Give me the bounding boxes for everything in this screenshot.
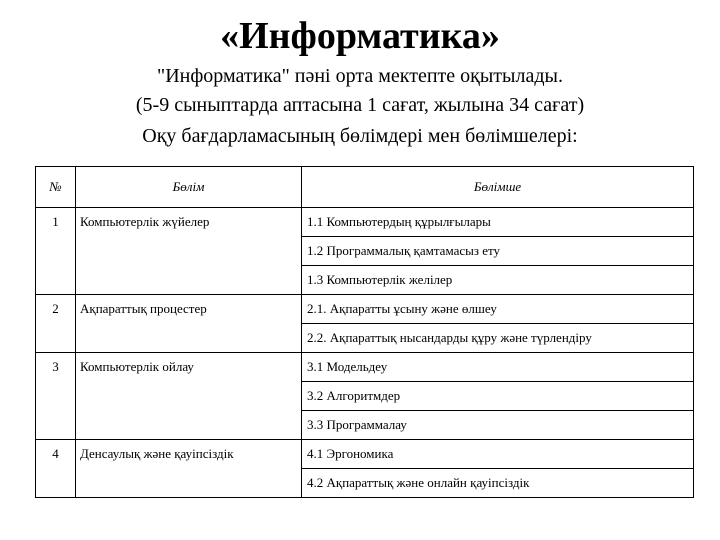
table-row	[36, 295, 694, 324]
page-title: «Информатика»	[220, 15, 500, 57]
row-section: Компьютерлік жүйелер	[76, 208, 302, 237]
row-subsection: 1.1 Компьютердың құрылғылары	[302, 208, 694, 237]
row-subsection: 2.2. Ақпараттық нысандарды құру және түрлендіру	[302, 324, 694, 353]
table-row	[36, 353, 694, 382]
row-subsection: 3.2 Алгоритмдер	[302, 382, 694, 411]
row-subsection: 4.2 Ақпараттық және онлайн қауіпсіздік	[302, 469, 694, 498]
table-header-row	[36, 167, 694, 208]
row-section: Ақпараттық процестер	[76, 295, 302, 324]
header-num: №	[36, 167, 76, 208]
table-row	[36, 266, 694, 295]
row-num: 4	[36, 440, 76, 469]
row-section: Денсаулық және қауіпсіздік	[76, 440, 302, 469]
row-num: 2	[36, 295, 76, 324]
header-section: Бөлім	[76, 167, 302, 208]
header-subsection: Бөлімше	[302, 167, 694, 208]
intro-line-1: "Информатика" пәні орта мектепте оқытылады.	[157, 65, 563, 87]
row-num: 3	[36, 353, 76, 382]
table-row	[36, 469, 694, 498]
table-row	[36, 411, 694, 440]
sections-table	[35, 166, 694, 498]
intro-line-3: Оқу бағдарламасының бөлімдері мен бөлімшелері:	[142, 125, 578, 147]
row-num: 1	[36, 208, 76, 237]
table-row	[36, 382, 694, 411]
row-subsection: 4.1 Эргономика	[302, 440, 694, 469]
row-subsection: 3.1 Модельдеу	[302, 353, 694, 382]
table-row	[36, 324, 694, 353]
row-section: Компьютерлік ойлау	[76, 353, 302, 382]
table-row	[36, 440, 694, 469]
table-row	[36, 237, 694, 266]
row-subsection: 1.3 Компьютерлік желілер	[302, 266, 694, 295]
row-subsection: 1.2 Программалық қамтамасыз ету	[302, 237, 694, 266]
row-subsection: 3.3 Программалау	[302, 411, 694, 440]
row-subsection: 2.1. Ақпаратты ұсыну және өлшеу	[302, 295, 694, 324]
table-row	[36, 208, 694, 237]
intro-line-2: (5-9 сыныптарда аптасына 1 сағат, жылына 34 сағат)	[135, 94, 585, 116]
